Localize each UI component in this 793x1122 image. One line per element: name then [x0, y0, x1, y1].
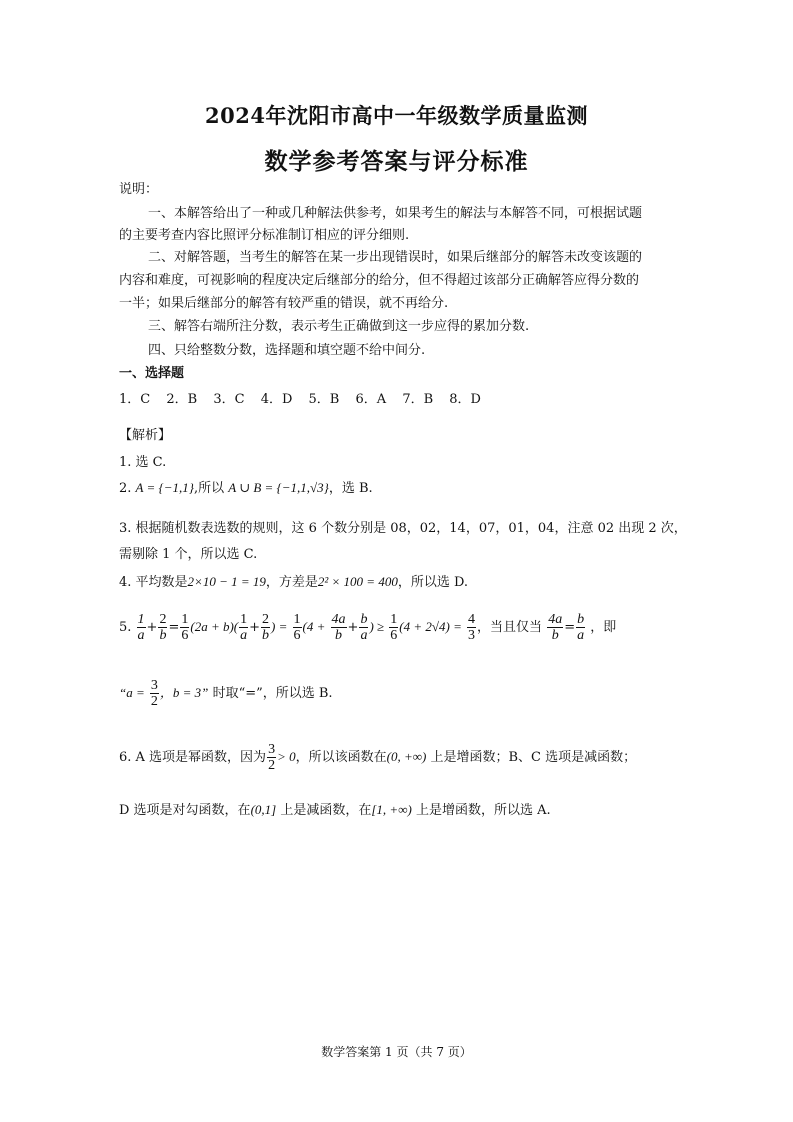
- fraction: $\frac{4a}{b}$: [548, 612, 563, 643]
- analysis-q2: [119, 478, 373, 499]
- fraction: $\frac{1}{6}$: [293, 612, 301, 643]
- fraction: $\frac{1}{6}$: [390, 612, 398, 643]
- fraction: $\frac{4}{3}$: [468, 612, 476, 643]
- q4-mid: ，方差是: [265, 575, 318, 590]
- page-title: 2024年沈阳市高中一年级数学质量监测: [205, 103, 588, 128]
- q6-interval2: (0,1]: [250, 802, 277, 817]
- q2-mid: ,所以: [193, 481, 225, 496]
- note-line-6: 三、解答右端所注分数，表示考生正确做到这一步应得的累加分数.: [148, 319, 530, 334]
- q6-interval1: (0, +∞): [386, 749, 427, 764]
- answer-item: 4．D: [260, 392, 293, 407]
- answer-item: 2．B: [166, 392, 198, 407]
- q2-prefix: 2.: [119, 481, 132, 496]
- q5-cond: ，当且仅当: [477, 620, 543, 635]
- fraction: $\frac{1}{a}$: [240, 612, 248, 643]
- fraction: $\frac{b}{a}$: [577, 612, 585, 643]
- q2-suffix: ，选 B.: [328, 481, 373, 496]
- q5-part4: ) ≥: [369, 619, 385, 634]
- q5-prefix: 5.: [119, 620, 132, 635]
- q4-mean: 2×10 − 1 = 19: [187, 574, 266, 589]
- note-line-1: 一、本解答给出了一种或几种解法供参考，如果考生的解法与本解答不同，可根据试题: [148, 206, 643, 221]
- analysis-q4: [119, 572, 468, 593]
- analysis-q6-line1: [119, 742, 636, 773]
- note-line-7: 四、只给整数分数，选择题和填空题不给中间分.: [148, 343, 426, 358]
- q6-line2-c: 上是增函数，所以选 A.: [415, 803, 551, 818]
- note-line-4: 内容和难度，可视影响的程度决定后继部分的给分，但不得超过该部分正确解答应得分数的: [119, 273, 640, 288]
- note-line-3: 二、对解答题，当考生的解答在某一步出现错误时，如果后继部分的解答未改变该题的: [148, 250, 643, 265]
- fraction: $\frac{3}{2}$: [150, 678, 158, 709]
- fraction: $\frac{2}{b}$: [159, 612, 167, 643]
- fraction: $\frac{1}{6}$: [181, 612, 189, 643]
- answer-item: 5．B: [308, 392, 340, 407]
- q5-part3: (4 +: [302, 619, 326, 634]
- answer-item: 7．B: [402, 392, 434, 407]
- q6-line1-c: ，所以该函数在: [295, 750, 387, 765]
- q5-part2: ) =: [271, 619, 288, 634]
- q4-variance: 2² × 100 = 400: [317, 574, 398, 589]
- answer-item: 3．C: [213, 392, 245, 407]
- fraction: $\frac{b}{a}$: [360, 612, 368, 643]
- q4-suffix: ，所以选 D.: [397, 575, 469, 590]
- q5-tail: ，即: [590, 620, 617, 635]
- analysis-q3-line1: 3. 根据随机数表选数的规则，这 6 个数分别是 08，02，14，07，01，04，注意 02 出现 2 次，: [119, 521, 687, 536]
- q5-line2-b: ，b = 3”: [159, 685, 209, 700]
- fraction: $\frac{2}{b}$: [262, 612, 270, 643]
- q6-line2-a: D 选项是对勾函数，在: [119, 803, 251, 818]
- q4-prefix: 4. 平均数是: [119, 575, 188, 590]
- q5-line2-a: “a =: [119, 685, 145, 700]
- q6-line1-d: 上是增函数；B、C 选项是减函数；: [430, 750, 637, 765]
- fraction: $\frac{1}{a}$: [137, 612, 145, 643]
- page-footer: 数学答案第 1 页（共 7 页）: [321, 1045, 472, 1059]
- q6-line1-a: 6. A 选项是幂函数，因为: [119, 750, 267, 765]
- q6-line1-b: > 0: [277, 749, 296, 764]
- analysis-q1: 1. 选 C.: [119, 455, 167, 470]
- q5-part5: (4 + 2√4) =: [399, 619, 462, 634]
- page-subtitle: 数学参考答案与评分标准: [264, 148, 529, 175]
- q5-eq: =: [564, 620, 576, 635]
- analysis-heading: 【解析】: [119, 428, 172, 443]
- q2-set-a: A = {−1,1}: [135, 480, 194, 495]
- note-line-5: 一半；如果后继部分的解答有较严重的错误，就不再给分.: [119, 296, 449, 311]
- answer-item: 8．D: [449, 392, 481, 407]
- q6-interval3: [1, +∞): [371, 802, 412, 817]
- analysis-q6-line2: [119, 800, 551, 821]
- analysis-q5-line2: [119, 678, 333, 709]
- q6-line2-b: 上是减函数，在: [280, 803, 372, 818]
- notes-label: 说明：: [119, 182, 159, 197]
- q5-part1: (2a + b)(: [190, 619, 239, 634]
- answer-list: [119, 390, 493, 410]
- answer-item: 6．A: [355, 392, 387, 407]
- note-line-2: 的主要考查内容比照评分标准制订相应的评分细则.: [119, 228, 410, 243]
- analysis-q3-line2: 需剔除 1 个，所以选 C.: [119, 547, 258, 562]
- analysis-q5: 5. $\frac{1}{a}$ + $\frac{2}{b}$ = $\frac{1}{6}$ (2a + b)( $\frac{1}{a}$ + $\frac{2}{b}$ ) = $\frac{1}{6}$ (4 + $\frac{4a}{b}$ + $\frac{b}{a}$ ) ≥ $\frac{1}{6}$ (4 + 2√4) = $\frac{4}{3}$ ，当且仅当 $\frac{4a}{b}$ = $\frac{b}{a}$ ，即: [119, 612, 617, 643]
- fraction: $\frac{3}{2}$: [268, 742, 276, 773]
- answer-item: 1．C: [119, 392, 151, 407]
- q2-union: A ∪ B = {−1,1,√3}: [228, 480, 329, 495]
- section-heading: 一、选择题: [119, 366, 185, 381]
- q5-line2-c: 时取“=”，所以选 B.: [212, 686, 333, 701]
- fraction: $\frac{4a}{b}$: [331, 612, 346, 643]
